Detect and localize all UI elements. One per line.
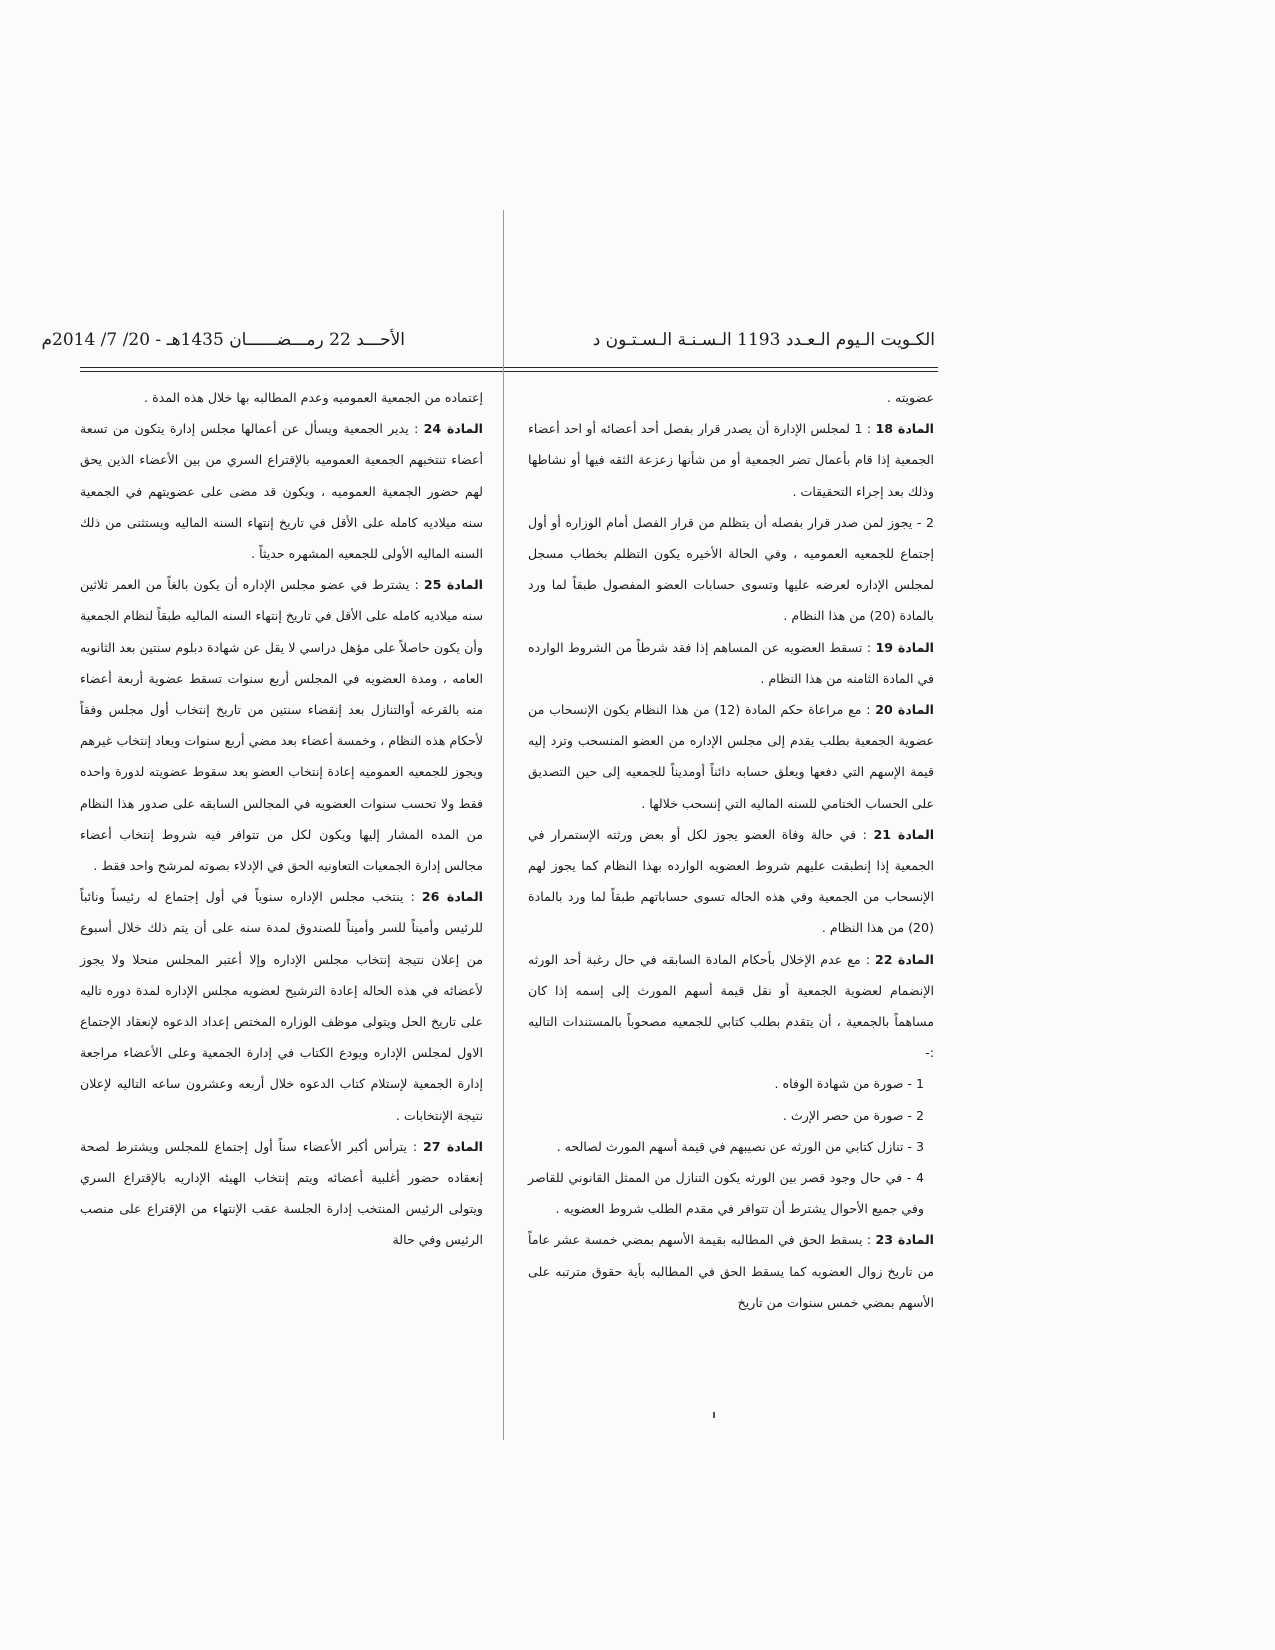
article-paragraph xyxy=(528,944,934,1069)
article-text: 3 - تنازل كتابي من الورثه عن نصيبهم في قيمة أسهم المورث لصالحه . xyxy=(556,1138,924,1154)
article-text: : يدير الجمعية ويسأل عن أعمالها مجلس إدارة يتكون من تسعة أعضاء تنتخبهم الجمعية العموميه بالإقتراع السري من بين الأعضاء الذين يحق لهم حضور الجمعية العموميه ، ويكون قد مضى على عضويتهم في الجمعية سنه ميلاديه كامله على الأقل في تاريخ إنتهاء السنه الماليه ويستثنى من ذلك السنه الماليه الأولى للجمعيه المشهره حديثاً . xyxy=(80,421,483,562)
article-text: : يشترط في عضو مجلس الإداره أن يكون بالغاً من العمر ثلاثين سنه ميلاديه كامله على الأقل في تاريخ إنتهاء السنه الماليه طبقاً لنظام الجمعية وأن يكون حاصلاً على مؤهل دراسي لا يقل عن شهادة دبلوم سنتين بعد الثانويه العامه ، ومدة العضويه في المجلس أربع سنوات تسقط عضوية أربعة أعضاء منه بالقرعه أوالتنازل بعد إنقضاء سنتين من تاريخ إنتخاب أول مجلس وفقاً لأحكام هذه النظام ، وخمسة أعضاء بعد مضي أربع سنوات ويعاد إنتخاب غيرهم ويجوز للجمعيه العموميه إعادة إنتخاب العضو بعد سقوط عضويته لدورة واحده فقط ولا تحسب سنوات العضويه في المجالس السابقه على صدور هذا النظام من المده المشار إليها ويكون لكل من تتوافر فيه شروط إنتخاب أعضاء مجالس إدارة الجمعيات التعاونيه الحق في الإدلاء بصوته لمرشح واحد فقط . xyxy=(80,577,483,874)
left-column xyxy=(80,382,483,1256)
article-label: المادة 19 xyxy=(875,639,934,655)
article-text: إعتماده من الجمعية العموميه وعدم المطالبه بها خلال هذه المدة . xyxy=(144,390,483,405)
article-paragraph xyxy=(528,694,934,819)
article-paragraph xyxy=(528,507,934,632)
article-text: : يترأس أكبر الأعضاء سناً أول إجتماع للمجلس ويشترط لصحة إنعقاده حضور أغلبية أعضائه ويتم إنتخاب الهيئه الإداريه بالإقتراع السري ويتولى الرئيس المنتخب إدارة الجلسة عقب الإنتهاء من الإقتراع على منصب الرئيس وفي حالة xyxy=(80,1138,483,1248)
article-text: : ينتخب مجلس الإداره سنوياً في أول إجتماع له رئيساً ونائباً للرئيس وأميناً للسر وأميناً للصندوق لمدة سنه على أن يتم ذلك خلال أسبوع من إعلان نتيجة إنتخاب مجلس الإداره وإلا أعتبر المجلس منحلا ولا يجوز لأعضائه في هذه الحاله إعادة الترشيح لعضويه مجلس الإداره لمدة دوره تاليه على تاريخ الحل ويتولى موظف الوزاره المختص إعداد الدعوه لإنعقاد الإجتماع الاول لمجلس الإداره ويودع الكتاب في إدارة الجمعية وعلى الأعضاء مراجعة إدارة الجمعية لإستلام كتاب الدعوه خلال أربعه وعشرون ساعه التاليه لإعلان نتيجة الإنتخابات . xyxy=(80,889,483,1123)
article-text: 4 - في حال وجود قصر بين الورثه يكون التنازل من الممثل القانوني للقاصر وفي جميع الأحوال يشترط أن تتوافر في مقدم الطلب شروط العضويه . xyxy=(528,1170,924,1217)
article-paragraph xyxy=(528,1068,934,1099)
scan-mark xyxy=(713,1412,715,1418)
article-paragraph xyxy=(80,382,483,413)
header-publication-info: الكـويت الـيوم الـعـدد 1193 الـسـنـة الـسـتـون د xyxy=(592,330,935,350)
article-label: المادة 27 xyxy=(423,1138,483,1154)
article-text: : يسقط الحق في المطالبه بقيمة الأسهم بمضي خمسة عشر عاماً من تاريخ زوال العضويه كما يسقط الحق في المطالبه بأية حقوق مترتبه على الأسهم بمضي خمس سنوات من تاريخ xyxy=(528,1232,934,1310)
article-paragraph xyxy=(528,382,934,413)
article-text: : 1 لمجلس الإدارة أن يصدر قرار بفصل أحد أعضائه أو احد أعضاء الجمعية إذا قام بأعمال تضر الجمعية أو من شأنها زعزعة الثقه فيها أو نشاطها وذلك بعد إجراء التحقيقات . xyxy=(528,421,934,499)
article-paragraph xyxy=(528,1162,934,1224)
article-paragraph xyxy=(528,632,934,694)
article-paragraph xyxy=(528,413,934,507)
article-text: عضويته . xyxy=(886,390,934,405)
article-text: 2 - صورة من حصر الإرث . xyxy=(782,1107,924,1123)
header-date: الأحـــد 22 رمـــضــــــان 1435هـ - 20/ 7/ 2014م xyxy=(41,330,405,350)
article-label: المادة 26 xyxy=(421,889,483,905)
article-label: المادة 20 xyxy=(875,702,934,718)
article-text: 2 - يجوز لمن صدر قرار بفصله أن يتظلم من قرار الفصل أمام الوزاره أو أول إجتماع للجمعيه العموميه ، وفي الحالة الأخيره يكون التظلم بخطاب مسجل لمجلس الإداره لعرضه عليها وتسوى حسابات العضو المفصول طبقاً لما ورد بالمادة (20) من هذا النظام . xyxy=(528,514,934,624)
article-paragraph xyxy=(80,569,483,881)
right-column xyxy=(528,382,934,1318)
article-paragraph xyxy=(80,881,483,1131)
article-text: : تسقط العضويه عن المساهم إذا فقد شرطاً من الشروط الوارده في المادة الثامنه من هذا النظام . xyxy=(528,639,934,686)
article-label: المادة 23 xyxy=(875,1232,934,1248)
column-divider xyxy=(503,210,504,1440)
article-label: المادة 21 xyxy=(873,826,935,842)
article-text: 1 - صورة من شهادة الوفاه . xyxy=(774,1076,924,1092)
article-label: المادة 25 xyxy=(423,577,483,593)
article-paragraph xyxy=(80,1131,483,1256)
header-rule-top xyxy=(80,367,938,368)
article-paragraph xyxy=(528,819,934,944)
article-paragraph xyxy=(528,1224,934,1318)
article-label: المادة 22 xyxy=(874,951,934,967)
header-rule-bottom xyxy=(80,371,938,372)
article-text: : مع مراعاة حكم المادة (12) من هذا النظام يكون الإنسحاب من عضوية الجمعية بطلب يقدم إلى مجلس الإداره من العضو المنسحب وترد إليه قيمة الإسهم التي دفعها ويعلق حسابه دائناً أومديناً للجمعيه إلى حين التصديق على الحساب الختامي للسنه الماليه التي إنسحب خلالها . xyxy=(528,702,934,811)
article-text: : في حالة وفاة العضو يجوز لكل أو بعض ورثته الإستمرار في الجمعية إذا إنطبقت عليهم شروط العضويه الوارده بهذا النظام كما يجوز لهم الإنسحاب من الجمعية وفي هذه الحاله تسوى حساباتهم طبقاً لما ورد بالمادة (20) من هذا النظام . xyxy=(528,826,934,936)
article-paragraph xyxy=(528,1131,934,1162)
article-paragraph xyxy=(80,413,483,569)
article-text: : مع عدم الإخلال بأحكام المادة السابقه في حال رغبة أحد الورثه الإنضمام لعضوية الجمعية أو نقل قيمة أسهم المورث إلى إسمه إذا كان مساهماً بالجمعية ، أن يتقدم بطلب كتابي للجمعيه مصحوباً بالمستندات التاليه :- xyxy=(528,951,934,1061)
article-label: المادة 18 xyxy=(875,421,934,437)
article-paragraph xyxy=(528,1100,934,1131)
article-label: المادة 24 xyxy=(423,421,483,437)
